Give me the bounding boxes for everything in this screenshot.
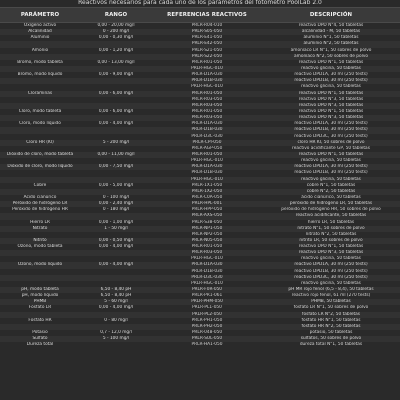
cell-descripcion: reactivo DPD N°1, 50 tabletas [298,108,364,114]
cell-referencia: PRLR-HGC-010 [191,280,223,286]
cell-descripcion: peróxido de hidrógeno HR, 50 sobres de polvo [281,207,381,213]
cell-descripcion: fosfato LR N°2, 50 tabletas [301,311,361,317]
cell-referencia: PRLR-CPI-050 [192,139,222,145]
cell-descripcion: reactivo glicina, 50 tabletas [301,280,361,286]
cell-descripcion: reactivo DPD1B, 30 ml (250 tests) [294,78,368,84]
cell-descripcion: reactivo DPD3C, 30 ml (250 tests) [294,133,368,139]
cell-parametro: Cobre [33,182,47,188]
cell-rango: 0,00 - 2,40 mg/l [98,201,134,207]
cell-descripcion: reactivo DPD N°3, 50 tabletas [298,250,364,256]
cell-rango: 0,00 - 6,00 mg/l [98,90,134,96]
cell-referencia: PRLR-D1B-030 [191,268,223,274]
cell-descripcion: reactivo DPD1B, 30 ml (250 tests) [294,127,368,133]
cell-parametro: Fosfato HR [28,317,52,323]
cell-referencia: PRLR-HGC-010 [191,176,223,182]
cell-referencia: PRLR-HGC-010 [191,256,223,262]
cell-parametro: Fosfato LR [28,305,52,311]
cell-referencia: PRLR-AGP-050 [191,145,223,151]
cell-descripcion: amoníaco LR N°1, 50 sobres de polvo [290,47,372,53]
cell-rango: 0,00 - 4,00 mg/l [98,305,134,311]
cell-referencia: PRLR-R01-050 [191,59,223,65]
cell-rango: 0,00 - 4,00 mg/l [98,244,134,250]
cell-parametro: Alcalinidad [28,29,52,35]
cell-descripcion: nitrato N°2, 50 tabletas [305,231,357,237]
cell-referencia: PRLR-PHM-050 [191,299,223,305]
cell-descripcion: reactivo DPD1B, 30 ml (250 tests) [294,268,368,274]
cell-referencia: PRLR-048-050 [191,330,223,336]
cell-referencia: PRLR-S05-050 [191,29,223,35]
cell-descripcion: fosfato HR N°2, 50 tabletas [301,323,361,329]
cell-descripcion: peróxido de hidrógeno LR, 50 tabletas [289,201,373,207]
cell-rango: 0,00 - 13,00 mg/l [97,59,135,65]
cell-descripcion: reactivo glicina, 50 tabletas [301,84,361,90]
cell-descripcion: reactivo DPD N°3, 50 tabletas [298,115,364,121]
cell-referencia: PRLR-S21-050 [191,47,223,53]
header-referencias: REFERENCIAS REACTIVOS [167,12,247,18]
cell-referencia: PRLR-R01-050 [191,151,223,157]
cell-parametro: Ozono, modo tableta [17,244,63,250]
cell-rango: 0 - 80 mg/l [104,317,128,323]
cell-descripcion: dureza total N°1, 50 tabletas [299,342,363,348]
cell-rango: 0,00 - 9,00 mg/l [98,72,134,78]
cell-referencia: PRLR-SUL-050 [191,336,223,342]
cell-descripcion: reactivo glicina, 50 tabletas [301,158,361,164]
cell-parametro: Cloro HR (KI) [26,139,54,145]
cell-rango: 5 - 60 mg/l [104,299,128,305]
cell-parametro: Dureza total [26,342,54,348]
cell-referencia: PRLR-HGC-010 [191,84,223,90]
cell-parametro: pH, modo tableta [21,287,59,293]
cell-rango: 0,00 - 7,50 mg/l [98,164,134,170]
cell-referencia: PRLR-HPL-001 [191,201,223,207]
cell-descripcion: reactivo glicina, 50 tabletas [301,256,361,262]
cell-referencia: PRLR-PL2-050 [192,311,222,317]
cell-referencia: PRLR-PR1-061 [191,293,223,299]
cell-referencia: PRLR-D1A-030 [191,164,223,170]
cell-rango: 1 - 50 mg/l [104,225,128,231]
cell-parametro: Oxígeno activo [23,23,57,28]
table-body [0,23,400,348]
cell-parametro: Peróxido de hidrógeno LR [12,201,68,207]
cell-parametro: pH, modo líquido [21,293,59,299]
cell-descripcion: reactivo acidificante, 50 tabletas [295,213,367,219]
cell-rango: 0 - 180 mg/l [102,207,130,213]
cell-rango: 0,00 - 0,50 mg/l [98,237,134,243]
cell-rango: 0,00 - 4,00 mg/l [98,121,134,127]
cell-descripcion: cobre N°2, 50 tabletas [306,188,356,194]
page-title: Reactivos necesarios para cada uno de los parámetros del fotómetro PoolLab 2.0 [78,0,322,6]
cell-parametro: Aluminio [30,35,50,41]
cell-parametro: Bromo, modo líquido [17,72,63,78]
cell-referencia: PRLR-D1B-030 [191,170,223,176]
cell-descripcion: nitrato N°1, 50 sobres de polvo [297,225,365,231]
cell-parametro: Cloraminas [27,90,53,96]
cell-referencia: PRLR-S38-050 [191,219,223,225]
cell-descripcion: fosfato LR N°1, 50 sobres de polvo [293,305,369,311]
cell-parametro: Nitrato [32,225,48,231]
cell-descripcion: reactivo DPD N°1, 50 tabletas [298,90,364,96]
cell-rango: 0 - 200 mg/l [102,29,130,35]
cell-referencia: PRLR-HGC-010 [191,158,223,164]
cell-rango: 0,00 - 0,30 mg/l [98,35,134,41]
table-header [0,7,400,23]
cell-referencia: PRLR-D3C-030 [191,274,223,280]
cell-referencia: PRLR-D1A-030 [191,262,223,268]
cell-parametro: PHMB [33,299,47,305]
cell-descripcion: reactivo DPD1A, 30 ml (250 tests) [294,72,368,78]
cell-parametro: Cloro, modo tableta [18,108,62,114]
cell-parametro: Potasio [32,330,48,336]
cell-descripcion: reactivo DPD N°3, 50 tabletas [298,96,364,102]
cell-descripcion: reactivo acidificante GP, 50 tabletas [292,145,370,151]
cell-descripcion: reactivo glicina, 50 tabletas [301,65,361,71]
cell-parametro: Amonio [31,47,49,53]
cell-parametro: Ozono, modo líquido [17,262,63,268]
cell-referencia: PRLR-D3C-030 [191,133,223,139]
cell-descripcion: fosfato HR N°1, 50 tabletas [301,317,361,323]
cell-referencia: PRLR-D1A-030 [191,121,223,127]
cell-referencia: PRLR-C0A-050 [191,194,223,200]
cell-descripcion: aluminio N°2, 50 tabletas [303,41,359,47]
cell-referencia: PRLR-S22-050 [191,53,223,59]
cell-rango: 0,00 - 1,00 mg/l [98,219,134,225]
cell-rango: 5 - 200 mg/l [102,139,130,145]
cell-descripcion: reactivo DPD1A, 30 ml (250 tests) [294,262,368,268]
header-rango: RANGO [104,12,128,18]
cell-descripcion: PHMB, 50 tabletas [311,299,351,305]
cell-referencia: PRLR-PH2-050 [191,323,223,329]
cell-referencia: PRLR-F0R-050 [191,287,223,293]
cell-descripcion: reactivo DPD N°4, 50 tabletas [298,23,364,28]
cell-rango: 0,00 - 5,00 mg/l [98,182,134,188]
cell-descripcion: reactivo DPD1B, 30 ml (250 tests) [294,170,368,176]
cell-descripcion: amoníaco N°2, 50 sobres de polvo [294,53,368,59]
cell-referencia: PRLR-1X1-050 [191,182,223,188]
cell-descripcion: reactivo DPD N°3, 50 tabletas [298,102,364,108]
cell-parametro: Nitrito [33,237,47,243]
cell-parametro: Cloro, modo líquido [19,121,61,127]
cell-descripcion: cobre N°1, 50 tabletas [306,182,356,188]
cell-parametro: Sulfato [32,336,48,342]
cell-rango: 6,50 - 8,40 pH [100,287,132,293]
header-descripcion: DESCRIPCIÓN [309,12,353,18]
cell-referencia: PRLR-HA1-050 [191,342,223,348]
cell-rango [80,342,152,348]
cell-descripcion: reactivo rojo fenol, 61 ml (270 tests) [291,293,371,299]
cell-descripcion: cloro HR KI, 50 sobres de polvo [297,139,365,145]
cell-descripcion: pH MR rojo fenol (6,5 - 8,4), 50 tabletas [288,287,374,293]
cell-rango: 0,00 - 1,20 mg/l [98,47,134,53]
cell-rango: 0,00 - 4,00 mg/l [98,262,134,268]
cell-descripcion: reactivo DPD3C, 30 ml (250 tests) [294,274,368,280]
cell-descripcion: alcalinidad - M, 50 tabletas [301,29,361,35]
cell-referencia: PRLR-NP2-050 [191,231,223,237]
cell-referencia: PRLR-1X2-050 [191,188,223,194]
header-parametro: PARÁMETRO [20,12,60,18]
cell-descripcion: aluminio N°1, 50 tabletas [303,35,359,41]
cell-referencia: PRLR-PL1-050 [192,305,222,311]
cell-rango: 0,7 - 12,0 mg/l [100,330,132,336]
table-row [0,342,400,348]
cell-referencia: PRLR-R04-010 [191,23,223,28]
cell-referencia: PRLR-R01-050 [191,108,223,114]
cell-referencia: PRLR-R03-050 [191,250,223,256]
cell-referencia: PRLR-PH1-050 [191,317,223,323]
cell-referencia: PRLR-E41-050 [191,35,223,41]
cell-rango: 0,00 - 20,00 mg/l [97,23,135,28]
cell-referencia: PRLR-D1B-030 [191,78,223,84]
cell-referencia: PRLR-NP1-050 [191,225,223,231]
cell-parametro: Peróxido de hidrógeno HR [12,207,68,213]
cell-descripcion: potasio, 50 tabletas [309,330,353,336]
cell-descripcion: nitrito LR, 50 sobres de polvo [299,237,363,243]
cell-descripcion: reactivo DPD N°1, 50 tabletas [298,244,364,250]
cell-descripcion: reactivo DPD1A, 30 ml (250 tests) [294,121,368,127]
cell-referencia: PRLR-D1A-030 [191,72,223,78]
cell-referencia: PRLR-HGC-010 [191,65,223,71]
cell-rango: 0,00 - 6,00 mg/l [98,108,134,114]
cell-referencia: PRLR-HPP-050 [191,207,223,213]
cell-referencia: PRLR-R01-050 [191,90,223,96]
cell-referencia: PRLR-N05-050 [191,237,223,243]
cell-descripcion: sulfatos, 50 sobres de polvo [300,336,362,342]
cell-parametro: Bromo, modo tableta [17,59,63,65]
cell-descripcion: reactivo DPD1A, 30 ml (250 tests) [294,164,368,170]
cell-descripcion: ácido cianúrico, 50 tabletas [301,194,361,200]
cell-descripcion: hierro LR, 50 tabletas [307,219,355,225]
cell-referencia: PRLR-R01-050 [191,244,223,250]
cell-referencia: PRLR-R03-050 [191,115,223,121]
cell-referencia: PRLR-R03-050 [191,102,223,108]
cell-referencia: PRLR-R03-050 [191,96,223,102]
cell-parametro: Dióxido de cloro, modo tableta [6,151,74,157]
reagents-table [0,7,400,348]
cell-rango: 0,00 - 11,00 mg/l [97,151,135,157]
cell-descripcion: reactivo DPD N°1, 50 tabletas [298,59,364,65]
cell-parametro: Hierro LR [30,219,50,225]
cell-descripcion: reactivo glicina, 50 tabletas [301,176,361,182]
cell-parametro: Ácido cianúrico [23,194,57,200]
cell-descripcion: reactivo DPD N°1, 50 tabletas [298,151,364,157]
cell-rango: 0 - 100 mg/l [102,194,130,200]
cell-referencia: PRLR-E42-050 [191,41,223,47]
cell-rango: 6,50 - 8,40 pH [100,293,132,299]
cell-referencia: PRLR-D1B-030 [191,127,223,133]
cell-parametro: Dióxido de cloro, modo líquido [7,164,73,170]
cell-referencia: PRLR-AXS-050 [191,213,223,219]
cell-rango: 5 - 100 mg/l [102,336,130,342]
